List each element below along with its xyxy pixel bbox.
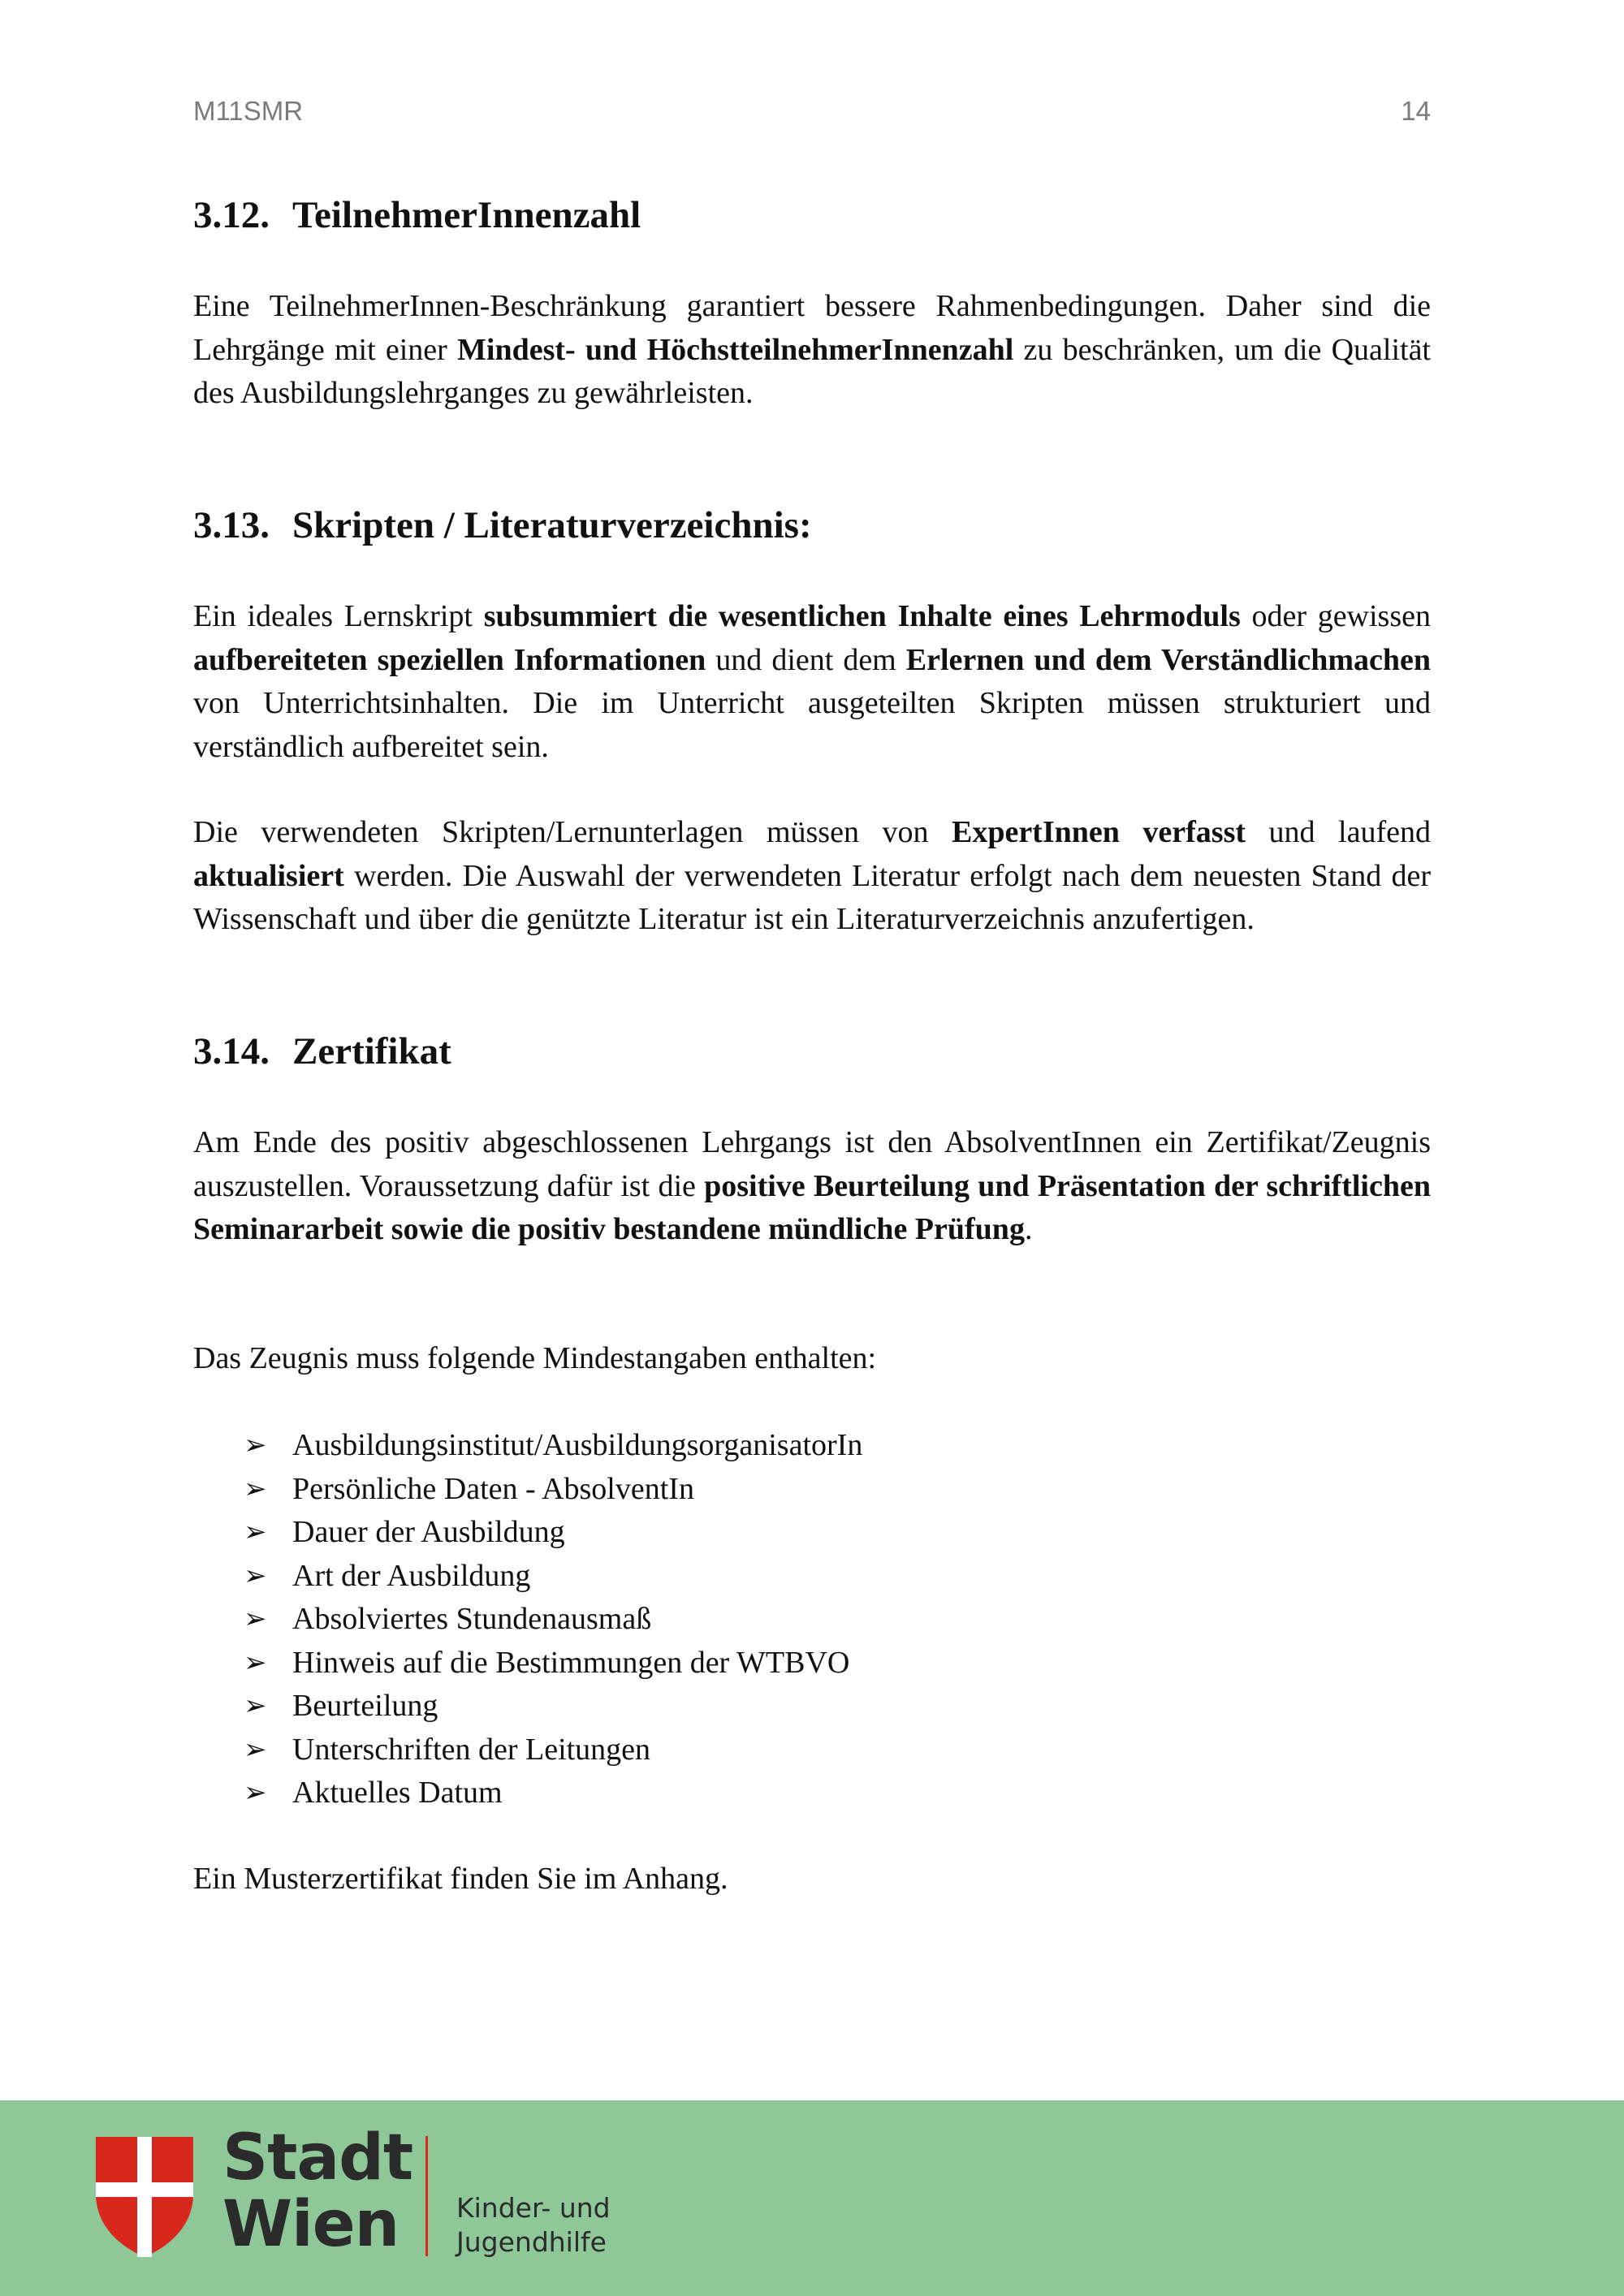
page-header: [193, 96, 1431, 127]
list-item-text: Unterschriften der Leitungen: [292, 1732, 651, 1767]
list-item-text: Hinweis auf die Bestimmungen der WTBVO: [292, 1645, 850, 1680]
department-name: Kinder- und Jugendhilfe: [456, 2192, 611, 2258]
list-intro: Das Zeugnis muss folgende Mindestangaben enthalten:: [193, 1341, 877, 1375]
list-item: [193, 1642, 1431, 1685]
list-item: [193, 1555, 1431, 1599]
bold-text: Erlernen und dem Verständlichmachen: [905, 642, 1432, 677]
list-item-text: Ausbildungsinstitut/AusbildungsorganisatorIn: [292, 1428, 863, 1462]
paragraph: [193, 1121, 1431, 1252]
bold-text: subsummiert die wesentlichen Inhalte eines Lehrmoduls: [483, 599, 1241, 633]
list-item-text: Dauer der Ausbildung: [292, 1515, 565, 1549]
arrow-bullet-icon: ➢: [244, 1690, 267, 1722]
list-item: [193, 1772, 1431, 1815]
text-run: und laufend: [1246, 815, 1431, 849]
text-run: .: [1024, 1212, 1033, 1246]
section-title: Zertifikat: [292, 1030, 451, 1072]
section-heading: [193, 501, 1431, 550]
list-item-text: Beurteilung: [292, 1689, 438, 1723]
arrow-bullet-icon: ➢: [244, 1733, 267, 1766]
text-run: von Unterrichtsinhalten. Die im Unterricht ausgeteilten Skripten müssen strukturiert und verständlich aufbereitet sein.: [193, 686, 1431, 764]
arrow-bullet-icon: ➢: [244, 1516, 267, 1548]
list-item: [193, 1598, 1431, 1642]
list-item: [193, 1468, 1431, 1512]
paragraph: [193, 595, 1431, 769]
arrow-bullet-icon: ➢: [244, 1559, 267, 1592]
arrow-bullet-icon: ➢: [244, 1646, 267, 1679]
bold-text: aktualisiert: [193, 858, 344, 893]
stadt-wien-wordmark: Stadt Wien: [222, 2121, 413, 2261]
text-run: Ein ideales Lernskript: [193, 599, 484, 633]
paragraph: [193, 285, 1431, 416]
section-title: Skripten / Literaturverzeichnis:: [292, 504, 812, 546]
text-run: zu beschränken, um die Qualität des Ausbildungslehrganges zu gewährleisten.: [193, 332, 1431, 410]
list-item-text: Art der Ausbildung: [292, 1558, 531, 1593]
list-item-text: Absolviertes Stundenausmaß: [292, 1602, 652, 1636]
section-title: TeilnehmerInnenzahl: [292, 194, 641, 236]
text-run: Am Ende des positiv abgeschlossenen Lehrgangs ist den AbsolventInnen ein Zertifikat/Zeugnis auszustellen. Voraussetzung dafür ist die: [193, 1125, 1431, 1203]
arrow-bullet-icon: ➢: [244, 1603, 267, 1635]
vienna-crest-logo: [96, 2137, 193, 2257]
text-run: Die verwendeten Skripten/Lernunterlagen müssen von: [193, 815, 952, 849]
section-3-14: [193, 1027, 1431, 1076]
list-item: [193, 1424, 1431, 1468]
bold-text: ExpertInnen verfasst: [951, 815, 1246, 849]
section-number: 3.12.: [193, 194, 270, 236]
section-3-12: [193, 191, 1431, 240]
footer-band: [0, 2100, 1624, 2296]
list-item-text: Aktuelles Datum: [292, 1776, 503, 1810]
bold-text: Mindest- und HöchstteilnehmerInnenzahl: [457, 332, 1014, 367]
closing-note: Ein Musterzertifikat finden Sie im Anhang.: [193, 1862, 728, 1896]
section-number: 3.13.: [193, 504, 270, 546]
section-3-13: [193, 501, 1431, 550]
requirements-list: [193, 1424, 1431, 1815]
bold-text: aufbereiteten speziellen Informationen: [193, 642, 706, 677]
section-heading: [193, 1027, 1431, 1076]
text-run: werden. Die Auswahl der verwendeten Literatur erfolgt nach dem neuesten Stand der Wissenschaft und über die genützte Literatur ist ein Literaturverzeichnis anzufertigen.: [193, 858, 1431, 936]
page-number: 14: [1401, 96, 1431, 126]
section-number: 3.14.: [193, 1030, 270, 1072]
arrow-bullet-icon: ➢: [244, 1776, 267, 1809]
arrow-bullet-icon: ➢: [244, 1472, 267, 1505]
list-item-text: Persönliche Daten - AbsolventIn: [292, 1471, 694, 1506]
arrow-bullet-icon: ➢: [244, 1429, 267, 1461]
section-heading: [193, 191, 1431, 240]
document-code: M11SMR: [193, 96, 304, 126]
list-item: [193, 1685, 1431, 1728]
list-item: [193, 1511, 1431, 1555]
text-run: oder gewissen: [1240, 599, 1432, 633]
paragraph: [193, 811, 1431, 942]
list-item: [193, 1728, 1431, 1772]
footer-divider: [425, 2136, 428, 2256]
bold-text: positive Beurteilung und Präsentation der schriftlichen Seminararbeit sowie die positiv bestandene mündliche Prüfung: [193, 1168, 1431, 1246]
text-run: Eine TeilnehmerInnen-Beschränkung garantiert bessere Rahmenbedingungen. Daher sind die Lehrgänge mit einer: [193, 289, 1431, 367]
text-run: und dient dem: [706, 642, 906, 677]
